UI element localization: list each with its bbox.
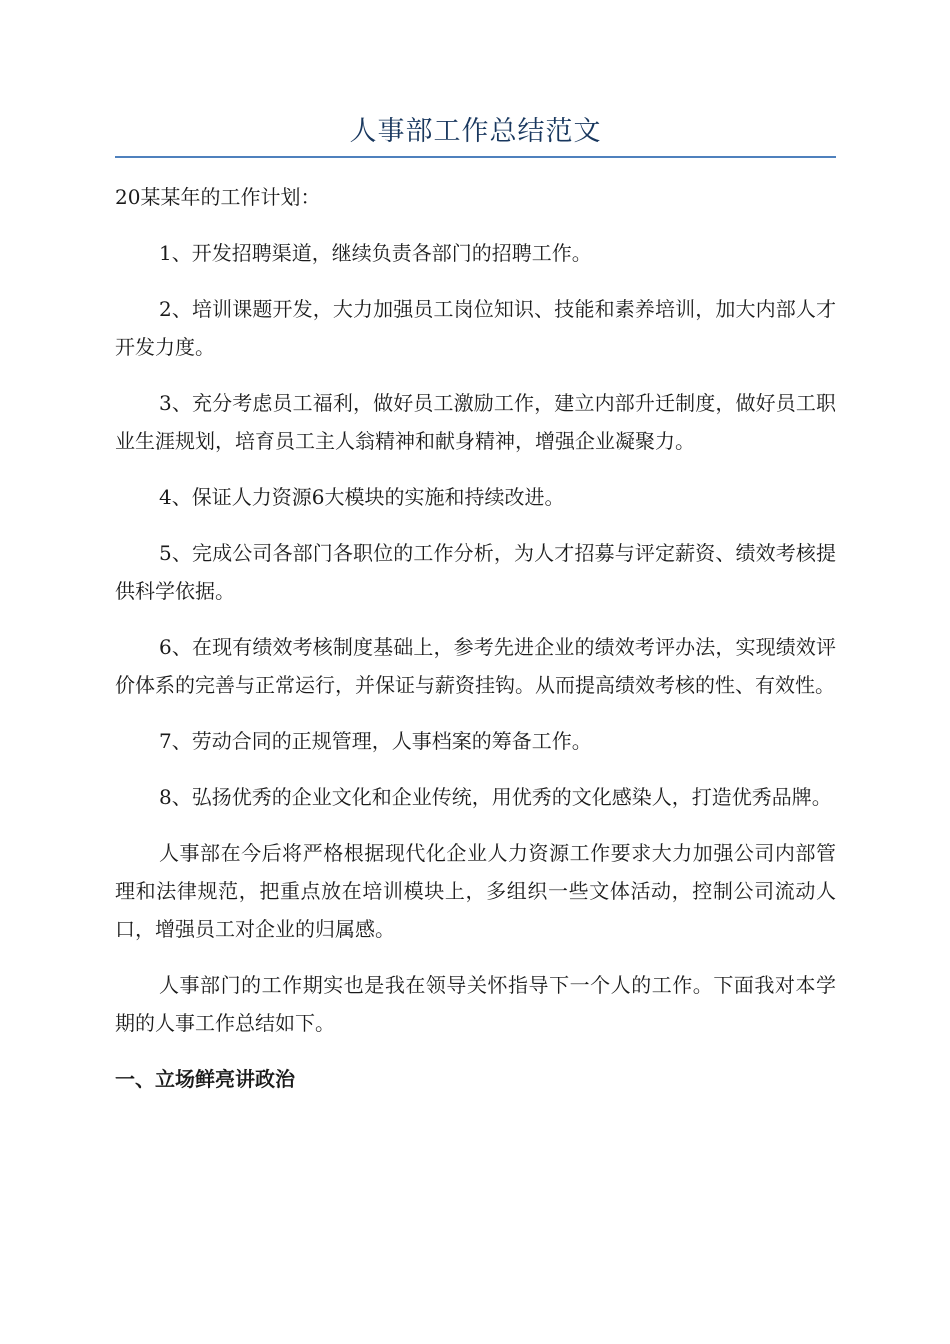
- document-title: 人事部工作总结范文: [349, 116, 602, 147]
- plan-item-5: 5、完成公司各部门各职位的工作分析，为人才招募与评定薪资、绩效考核提供科学依据。: [115, 541, 836, 603]
- section-heading: 一、立场鲜亮讲政治: [115, 1067, 295, 1091]
- plan-item-4: 4、保证人力资源6大模块的实施和持续改进。: [159, 485, 565, 509]
- plan-item-6: 6、在现有绩效考核制度基础上，参考先进企业的绩效考评办法，实现绩效评价体系的完善与正常运行，并保证与薪资挂钩。从而提高绩效考核的性、有效性。: [115, 635, 836, 697]
- plan-item-8: 8、弘扬优秀的企业文化和企业传统，用优秀的文化感染人，打造优秀品牌。: [159, 785, 832, 809]
- intro-line: 20某某年的工作计划：: [115, 185, 321, 209]
- plan-item-2: 2、培训课题开发，大力加强员工岗位知识、技能和素养培训，加大内部人才开发力度。: [115, 297, 836, 359]
- plan-item-1: 1、开发招聘渠道，继续负责各部门的招聘工作。: [159, 241, 592, 265]
- title-block: [115, 112, 836, 158]
- body-paragraph-2: 人事部门的工作期实也是我在领导关怀指导下一个人的工作。下面我对本学期的人事工作总结如下。: [115, 973, 836, 1035]
- body-paragraph-1: 人事部在今后将严格根据现代化企业人力资源工作要求大力加强公司内部管理和法律规范，把重点放在培训模块上，多组织一些文体活动，控制公司流动人口，增强员工对企业的归属感。: [115, 841, 836, 941]
- plan-item-7: 7、劳动合同的正规管理，人事档案的筹备工作。: [159, 729, 592, 753]
- plan-item-3: 3、充分考虑员工福利，做好员工激励工作，建立内部升迁制度，做好员工职业生涯规划，培育员工主人翁精神和献身精神，增强企业凝聚力。: [115, 391, 836, 453]
- document-body: [115, 178, 836, 1098]
